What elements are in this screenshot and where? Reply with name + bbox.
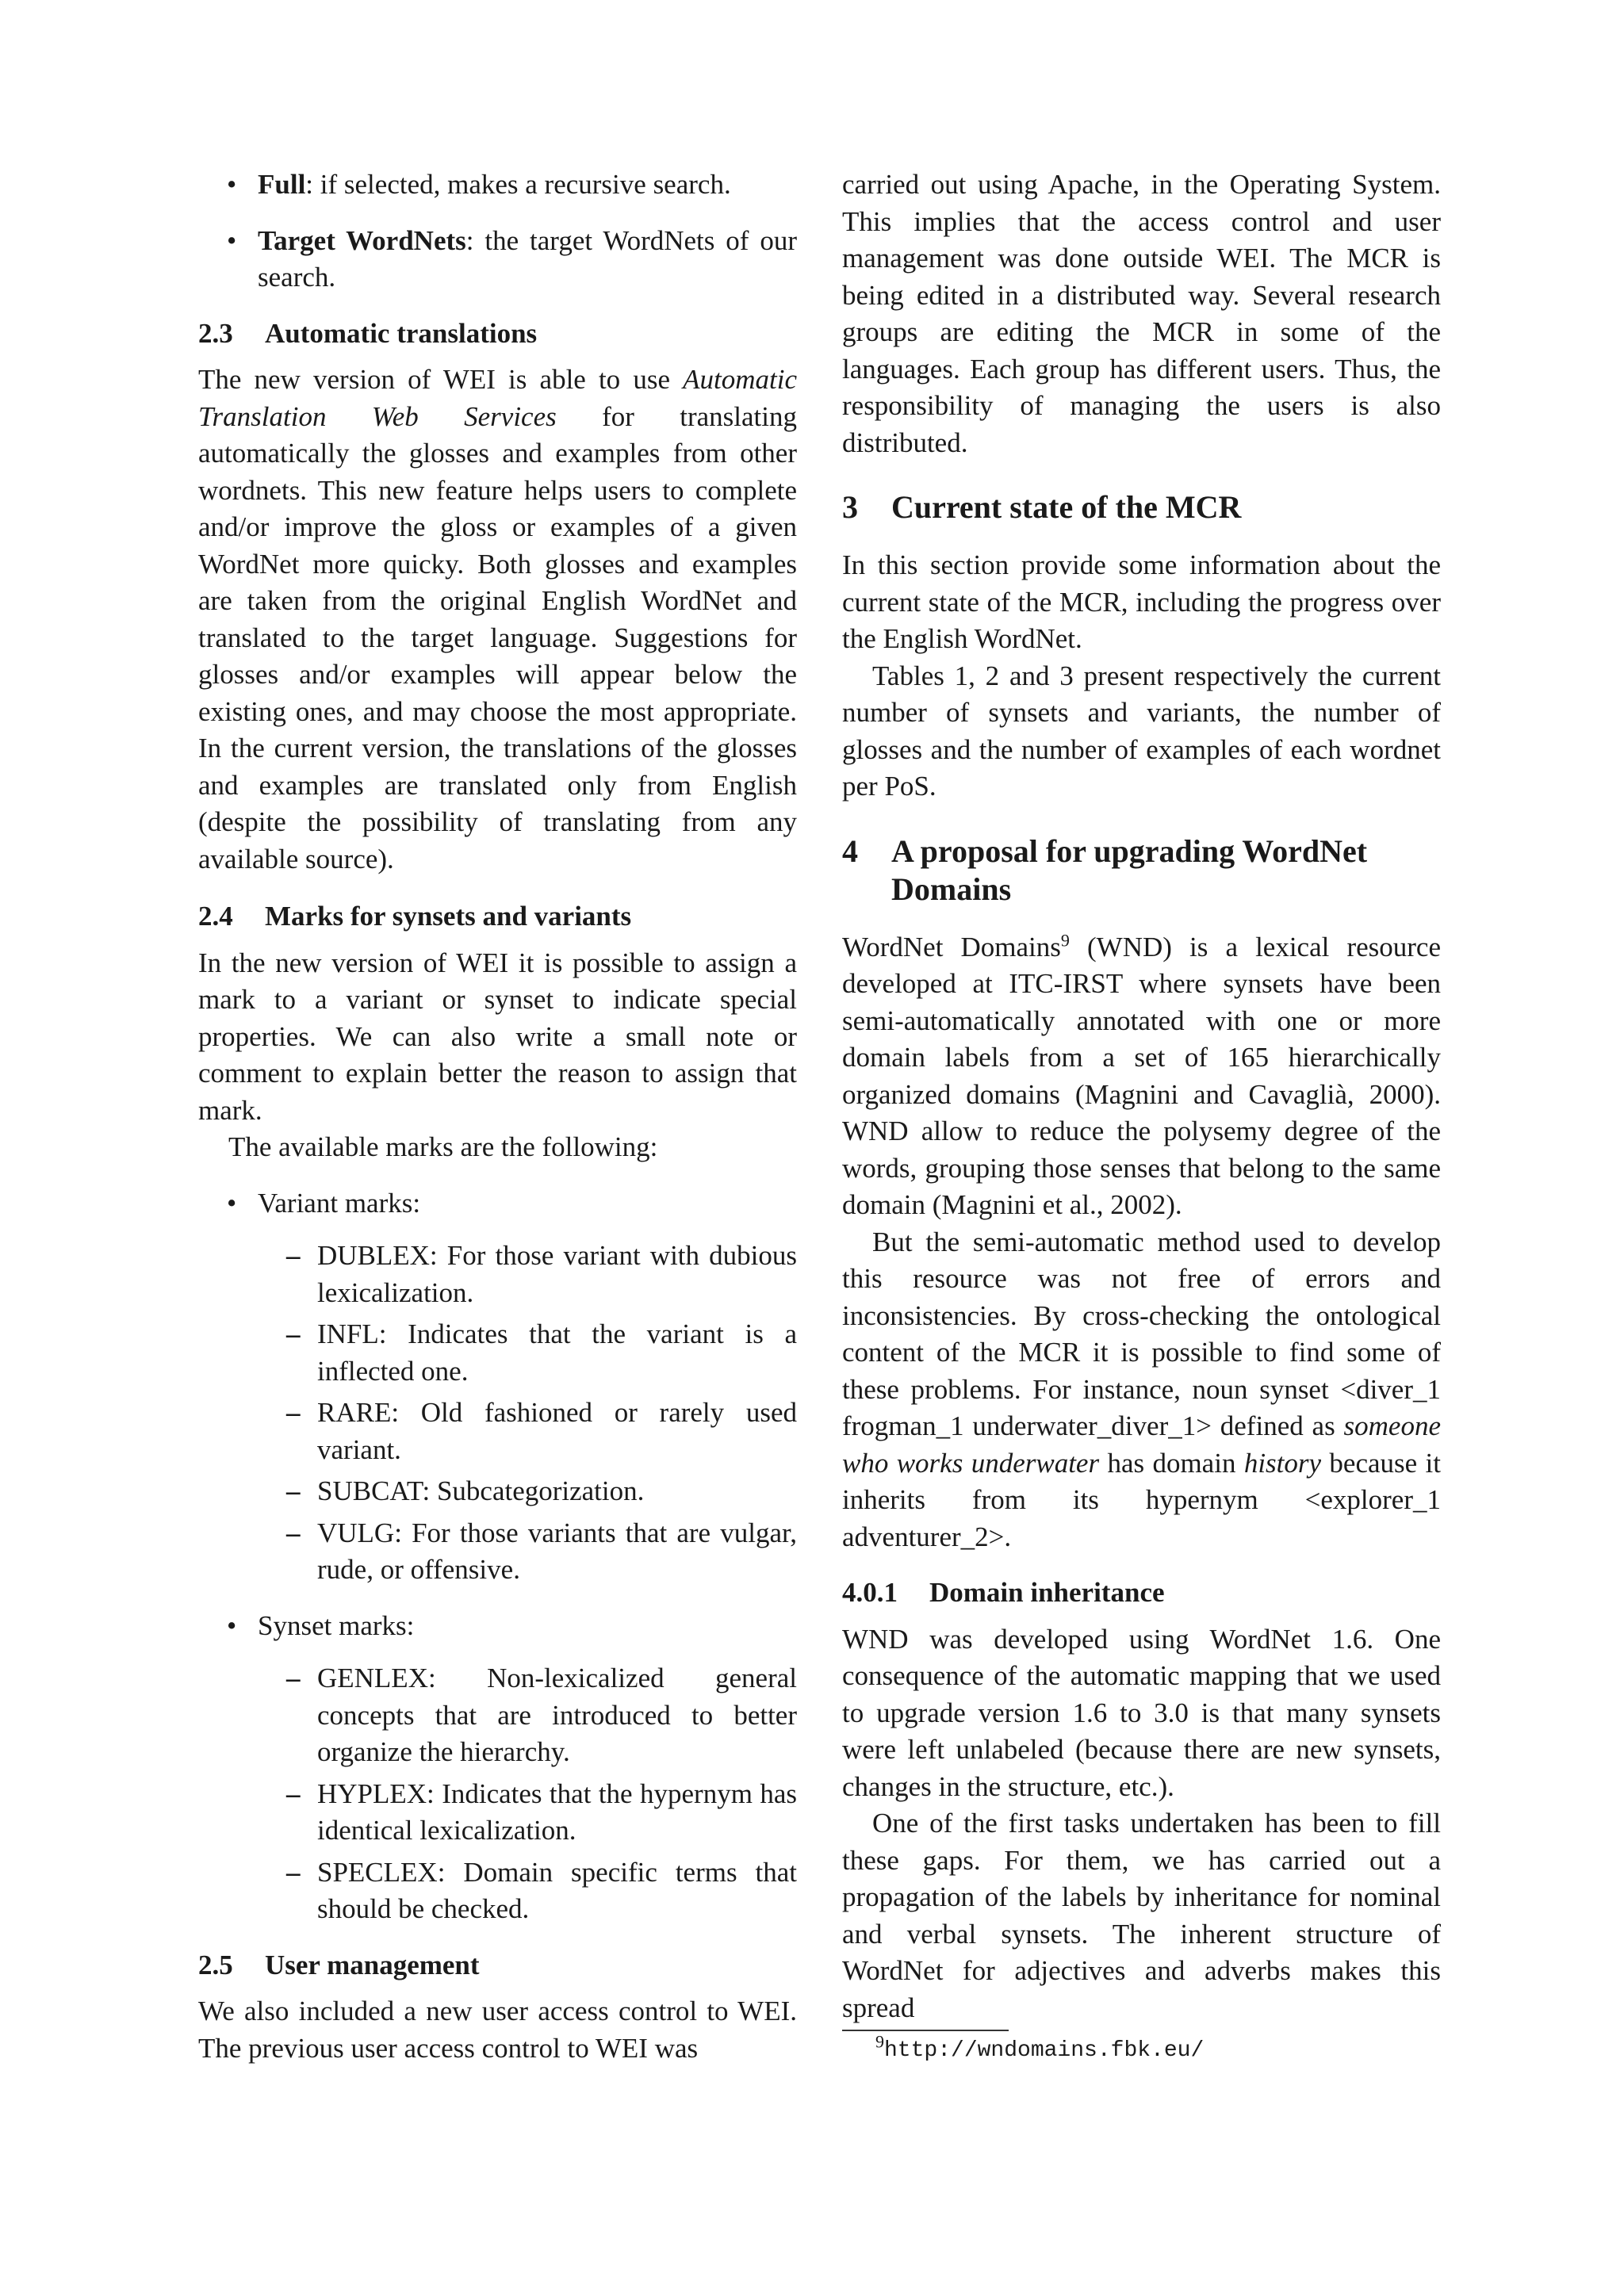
paragraph: But the semi-automatic method used to develop this resource was not free of errors and inconsistencies. By cross-checking the ontological content of the MCR it is possible to find some of these problems. For instance, noun synset <diver_1 frogman_1 underwater_diver_1> defined as someone who works underwater has domain history because it inherits from its hypernym <explorer_1 adventurer_2>. bbox=[842, 1226, 1441, 1552]
paragraph: WordNet Domains$^9$ (WND) is a lexical resource developed at ITC-IRST where synsets have been semi-automatically annotated with one or more domain labels from a set of 165 hierarchically organized domains (Magnini and Cavaglià, 2000). WND allow to reduce the polysemy degree of the words, grouping those senses that belong to the same domain (Magnini et al., 2002). bbox=[842, 929, 1441, 1220]
list-item: – GENLEX: Non-lexicalized general concepts that are introduced to better organize the hierarchy. bbox=[258, 1660, 797, 1771]
list-item: • Full: if selected, makes a recursive search. bbox=[198, 166, 797, 204]
list-item-variant-marks: • Variant marks: – DUBLEX: For those variant with dubious lexicalization. – INFL: Indicates that the variant is a inflected one. – RARE: Old fashioned or rarely used variant. – SUBCAT: Subcategorization. – VULG: For those variants that are vulgar, rude, or offensive. bbox=[198, 1185, 797, 1589]
section-heading-4-0-1: 4.0.1 Domain inheritance bbox=[842, 1577, 1165, 1608]
paragraph: We also included a new user access control to WEI. The previous user access control to WEI was bbox=[198, 1996, 797, 2064]
paragraph: The new version of WEI is able to use Automatic Translation Web Services for translating automatically the glosses and examples from other wordnets. This new feature helps users to complete and/or improve the gloss or examples of a given WordNet more quicky. Both glosses and examples are taken from the original English WordNet and translated to the target language. Suggestions for glosses and/or examples will appear below the existing ones, and may choose the most appropriate. In the current version, the translations of the glosses and examples are translated only from English (despite the possibility of translating from any available source). bbox=[198, 364, 797, 874]
footnote-divider bbox=[842, 2030, 1009, 2031]
section-heading-3: 3 Current state of the MCR bbox=[842, 489, 1242, 525]
list-item: – INFL: Indicates that the variant is a inflected one. bbox=[258, 1316, 797, 1390]
section-heading-4: 4 A proposal for upgrading WordNet Domains bbox=[842, 832, 1368, 907]
paragraph: The available marks are the following: bbox=[228, 1131, 658, 1162]
list-item: – SUBCAT: Subcategorization. bbox=[258, 1473, 797, 1510]
paragraph: One of the first tasks undertaken has been to fill these gaps. For them, we has carried out a propagation of the labels by inheritance for nominal and verbal synsets. The inherent structure of WordNet for adjectives and adverbs makes this spread bbox=[842, 1808, 1441, 2023]
left-column bbox=[198, 166, 797, 2067]
footnote-marker: 9 bbox=[1060, 929, 1070, 950]
list-item-synset-marks: • Synset marks: – GENLEX: Non-lexicalized general concepts that are introduced to better organize the hierarchy. – HYPLEX: Indicates that the hypernym has identical lexicalization. – SPECLEX: Domain specific terms that should be checked. bbox=[198, 1608, 797, 1928]
paragraph: carried out using Apache, in the Operating System. This implies that the access control and user management was done outside WEI. The MCR is being edited in a distributed way. Several research groups are editing the MCR in some of the languages. Each group has different users. Thus, the responsibility of managing the users is also distributed. bbox=[842, 169, 1441, 458]
marks-list bbox=[198, 1185, 797, 1928]
paragraph: WND was developed using WordNet 1.6. One consequence of the automatic mapping that we used to upgrade version 1.6 to 3.0 is that many synsets were left unlabeled (because there are new synsets, changes in the structure, etc.). bbox=[842, 1623, 1441, 1802]
paragraph: Tables 1, 2 and 3 present respectively the current number of synsets and variants, the number of glosses and the number of examples of each wordnet per PoS. bbox=[842, 660, 1441, 802]
section-heading-2-3: 2.3 Automatic translations bbox=[198, 317, 538, 349]
list-item: – RARE: Old fashioned or rarely used variant. bbox=[258, 1395, 797, 1468]
list-item: – SPECLEX: Domain specific terms that should be checked. bbox=[258, 1854, 797, 1928]
paragraph: In this section provide some information about the current state of the MCR, including the progress over the English WordNet. bbox=[842, 549, 1441, 654]
paragraph: In the new version of WEI it is possible to assign a mark to a variant or synset to indicate special properties. We can also write a small note or comment to explain better the reason to assign that mark. bbox=[198, 947, 797, 1126]
synset-marks-list bbox=[258, 1660, 797, 1928]
footnote: $^9$http://wndomains.fbk.eu/ bbox=[875, 2031, 1205, 2063]
search-options-list bbox=[198, 166, 797, 297]
list-item: • Target WordNets: the target WordNets of our search. bbox=[198, 223, 797, 297]
section-heading-2-5: 2.5 User management bbox=[198, 1949, 480, 1980]
right-column bbox=[842, 166, 1441, 2064]
list-item: – VULG: For those variants that are vulgar, rude, or offensive. bbox=[258, 1515, 797, 1589]
section-heading-2-4: 2.4 Marks for synsets and variants bbox=[198, 901, 632, 932]
footnote-url[interactable]: http://wndomains.fbk.eu/ bbox=[884, 2038, 1205, 2063]
list-item: – DUBLEX: For those variant with dubious lexicalization. bbox=[258, 1238, 797, 1311]
variant-marks-list bbox=[258, 1238, 797, 1589]
list-item: – HYPLEX: Indicates that the hypernym has identical lexicalization. bbox=[258, 1776, 797, 1850]
